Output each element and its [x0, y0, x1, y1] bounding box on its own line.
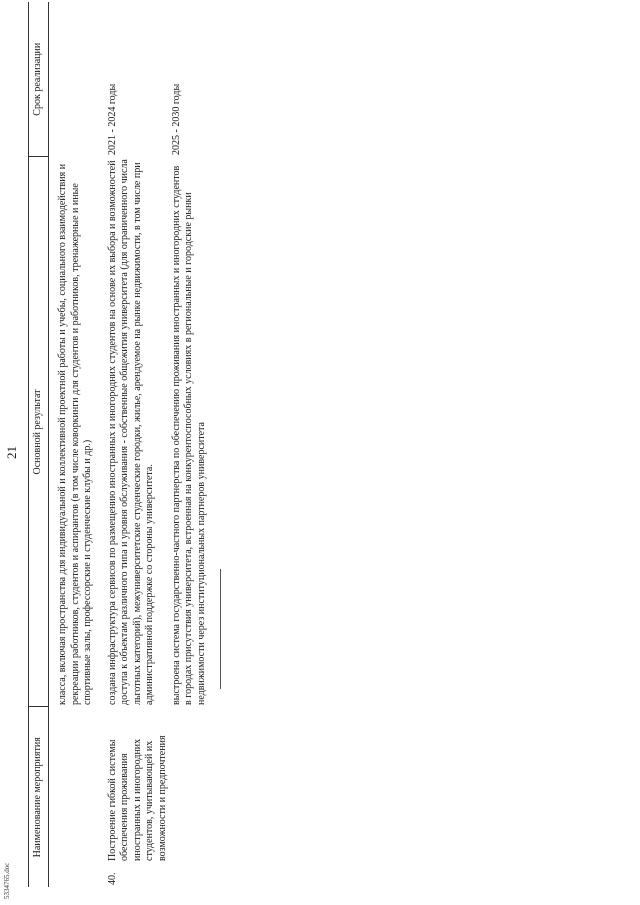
- term-text-2: 2025 - 2030 годы: [170, 83, 182, 155]
- empty-name-cell: [49, 707, 95, 887]
- term-text-1: 2021 - 2024 годы: [106, 83, 118, 155]
- empty-term-cell: [49, 2, 95, 157]
- measure-number: 40.: [106, 872, 118, 885]
- header-measure-name: Наименование мероприятия: [29, 707, 49, 887]
- separator-line: [220, 569, 221, 689]
- table-row: [49, 2, 95, 887]
- result-text-1: создана инфраструктура сервисов по размещению иностранных и иногородних студентов на основе их выбора и возможностей доступа к объектам различного типа и уровня обслуживания - собственные общежития университета (для ограниченного числа льготных категорий), межуниверситетские студенческие городки, жилье, арендуемое на рынке недвижимости, в том числе при административной поддержке со стороны университета.: [106, 159, 155, 705]
- measure-40-cell: [107, 707, 170, 887]
- result-text-2: выстроена система государственно-частного партнерства по обеспечению проживания иностранных и иногородних студентов в городах присутствия университета, встроенная на конкурентоспособных условиях в региональные и городские рынки недвижимости через институциональных партнеров университета: [170, 165, 207, 705]
- continuation-result-text: класса, включая пространства для индивидуальной и коллективной проектной работы и учебы, социального взаимодействия и рекреации работников, студентов и аспирантов (в том числе коворкинги для студентов и работников, тренажерные и иные спортивные залы, профессорские и студенческие клубы и др.): [57, 163, 93, 705]
- table-row: [95, 2, 157, 887]
- measure-name: Построение гибкой системы обеспечения проживания иностранных и иногородних студентов, учитывающей их возможности и предпочтения: [106, 735, 168, 861]
- table-header-row: [29, 2, 49, 887]
- header-implementation-term: Срок реализации: [29, 2, 49, 157]
- document-code: 5334765.doc: [3, 862, 11, 899]
- measures-table: [28, 2, 221, 887]
- header-main-result: Основной результат: [29, 157, 49, 707]
- page-number: 21: [4, 446, 19, 459]
